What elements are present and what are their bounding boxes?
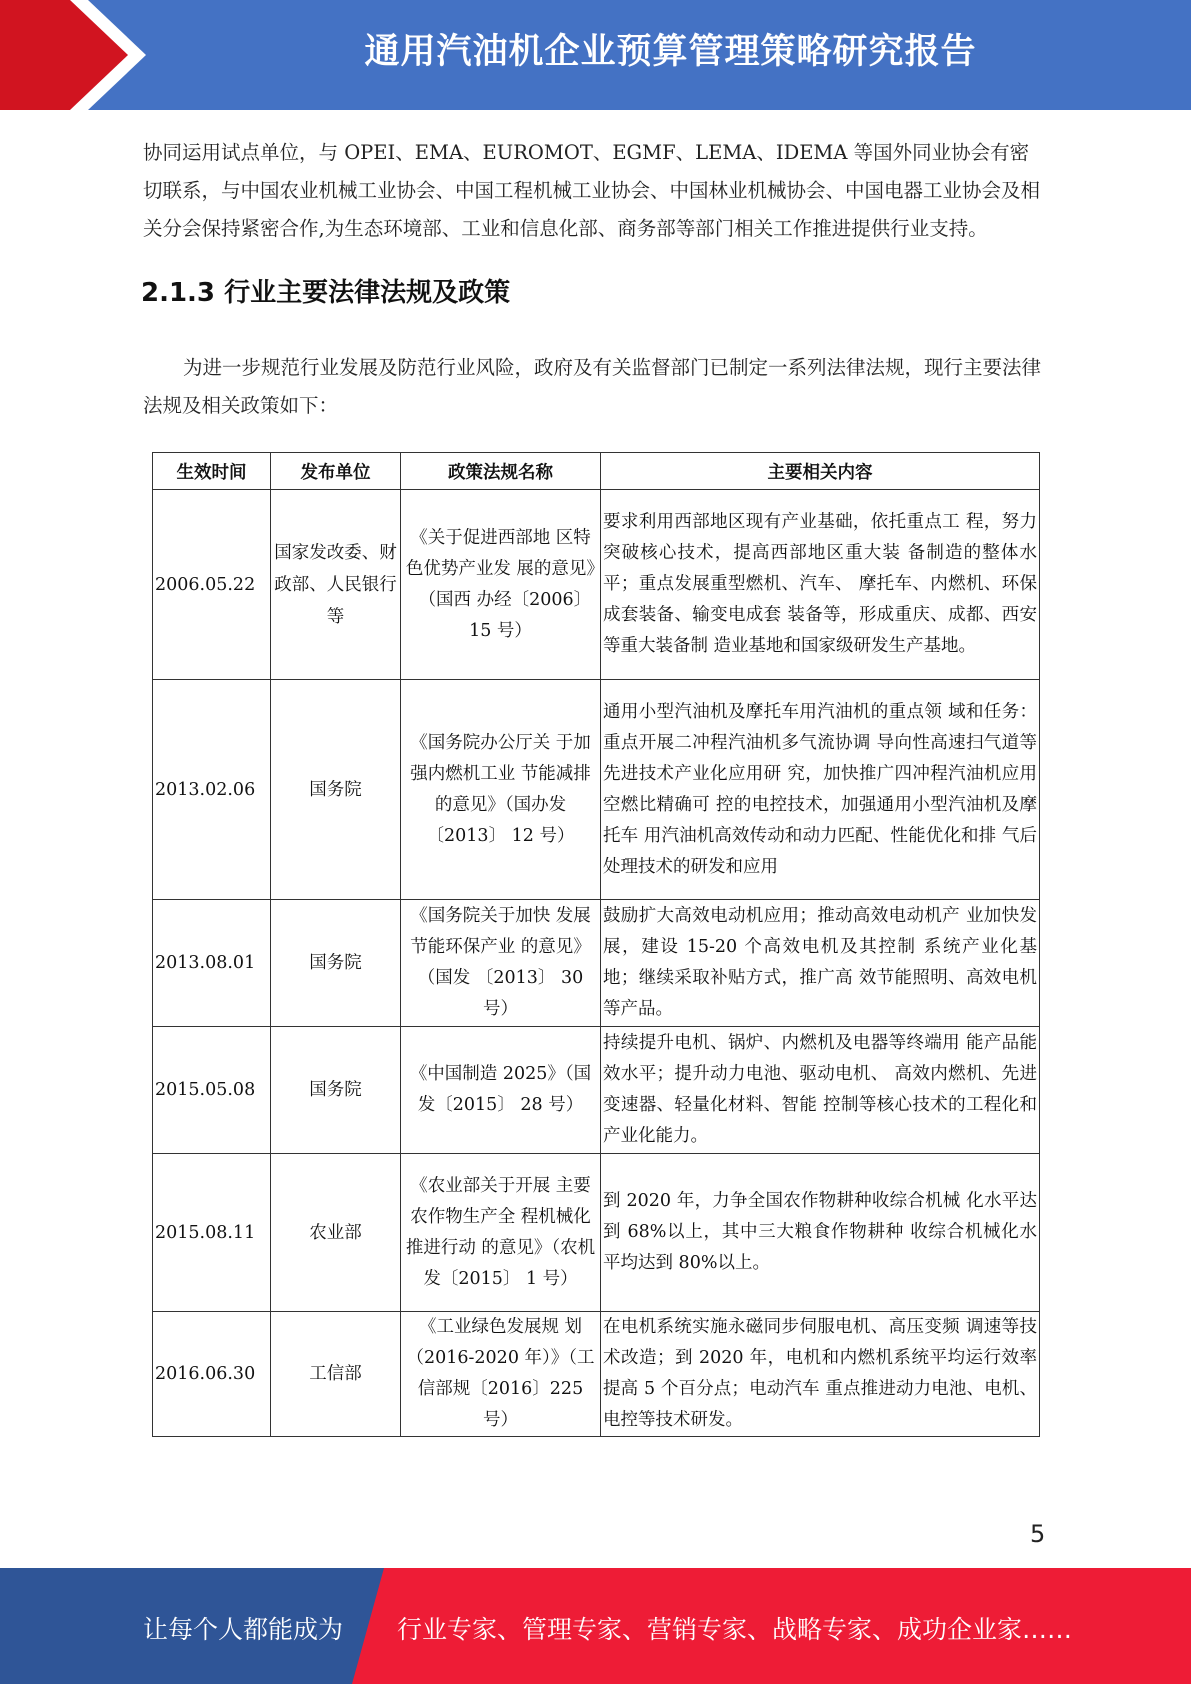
header-banner — [0, 0, 1191, 110]
cell-date: 2015.05.08 — [153, 1027, 271, 1154]
cell-date: 2016.06.30 — [153, 1312, 271, 1437]
cell-issuer: 工信部 — [271, 1312, 401, 1437]
cell-date: 2013.08.01 — [153, 900, 271, 1027]
document-title: 通用汽油机企业预算管理策略研究报告 — [364, 32, 977, 72]
table-row — [153, 900, 1040, 1027]
cell-date: 2006.05.22 — [153, 490, 271, 680]
cell-date: 2013.02.06 — [153, 680, 271, 900]
footer-slogan-right: 行业专家、管理专家、营销专家、战略专家、成功企业家…… — [397, 1615, 1073, 1644]
cell-policy-name: 《国务院办公厅关 于加强内燃机工业 节能减排的意见》（国办发〔2013〕 12 号） — [401, 680, 601, 900]
cell-content: 持续提升电机、锅炉、内燃机及电器等终端用 能产品能效水平；提升动力电池、驱动电机、 高效内燃机、先进变速器、轻量化材料、智能 控制等核心技术的工程化和产业化能力。 — [601, 1027, 1040, 1154]
cell-policy-name: 《农业部关于开展 主要农作物生产全 程机械化推进行动 的意见》（农机发〔2015〕 1 号） — [401, 1154, 601, 1312]
intro-paragraph: 协同运用试点单位，与 OPEI、EMA、EUROMOT、EGMF、LEMA、IDEMA 等国外同业协会有密切联系，与中国农业机械工业协会、中国工程机械工业协会、中国林业机械协会、中国电器工业协会及相关分会保持紧密合作,为生态环境部、工业和信息化部、商务部等部门相关工作推进提供行业支持。 — [143, 141, 1041, 240]
table-row — [153, 1154, 1040, 1312]
cell-issuer: 农业部 — [271, 1154, 401, 1312]
cell-policy-name: 《工业绿色发展规 划（2016-2020 年）》（工信部规〔2016〕225 号） — [401, 1312, 601, 1437]
table-row — [153, 490, 1040, 680]
page-number: 5 — [1030, 1520, 1046, 1548]
cell-content: 在电机系统实施永磁同步伺服电机、高压变频 调速等技术改造；到 2020 年，电机和内燃机系统平均运行效率提高 5 个百分点；电动汽车 重点推进动力电池、电机、电控等技术研发。 — [601, 1312, 1040, 1437]
table-header-row — [153, 453, 1040, 490]
policy-table — [152, 452, 1040, 1437]
cell-issuer: 国务院 — [271, 900, 401, 1027]
cell-content: 鼓励扩大高效电动机应用；推动高效电动机产 业加快发展，建设 15-20 个高效电机及其控制 系统产业化基地；继续采取补贴方式，推广高 效节能照明、高效电机等产品。 — [601, 900, 1040, 1027]
cell-issuer: 国家发改委、财政部、人民银行等 — [271, 490, 401, 680]
footer-slogan-left: 让每个人都能成为 — [143, 1615, 344, 1644]
cell-date: 2015.08.11 — [153, 1154, 271, 1312]
cell-policy-name: 《关于促进西部地 区特色优势产业发 展的意见》（国西 办经〔2006〕 15 号） — [401, 490, 601, 680]
cell-issuer: 国务院 — [271, 1027, 401, 1154]
cell-content: 要求利用西部地区现有产业基础，依托重点工 程，努力突破核心技术，提高西部地区重大装 备制造的整体水平；重点发展重型燃机、汽车、 摩托车、内燃机、环保成套装备、输变电成套 装备等，形成重庆、成都、西安等重大装备制 造业基地和国家级研发生产基地。 — [601, 490, 1040, 680]
column-header-policy-name: 政策法规名称 — [401, 453, 601, 490]
table-row — [153, 680, 1040, 900]
column-header-content: 主要相关内容 — [601, 453, 1040, 490]
cell-content: 通用小型汽油机及摩托车用汽油机的重点领 域和任务：重点开展二冲程汽油机多气流协调 导向性高速扫气道等先进技术产业化应用研 究，加快推广四冲程汽油机应用空燃比精确可 控的电控技术，加强通用小型汽油机及摩托车 用汽油机高效传动和动力匹配、性能优化和排 气后处理技术的研发和应用 — [601, 680, 1040, 900]
column-header-issuer: 发布单位 — [271, 453, 401, 490]
cell-policy-name: 《国务院关于加快 发展节能环保产业 的意见》（国发 〔2013〕 30 号） — [401, 900, 601, 1027]
cell-issuer: 国务院 — [271, 680, 401, 900]
footer-banner — [0, 1568, 1191, 1684]
column-header-date: 生效时间 — [153, 453, 271, 490]
section-intro-paragraph: 为进一步规范行业发展及防范行业风险，政府及有关监督部门已制定一系列法律法规，现行主要法律法规及相关政策如下： — [143, 356, 1042, 417]
cell-policy-name: 《中国制造 2025》（国发〔2015〕 28 号） — [401, 1027, 601, 1154]
section-heading: 2.1.3 行业主要法律法规及政策 — [141, 278, 511, 308]
table-row — [153, 1027, 1040, 1154]
table-row — [153, 1312, 1040, 1437]
cell-content: 到 2020 年，力争全国农作物耕种收综合机械 化水平达到 68%以上，其中三大粮食作物耕种 收综合机械化水平均达到 80%以上。 — [601, 1154, 1040, 1312]
